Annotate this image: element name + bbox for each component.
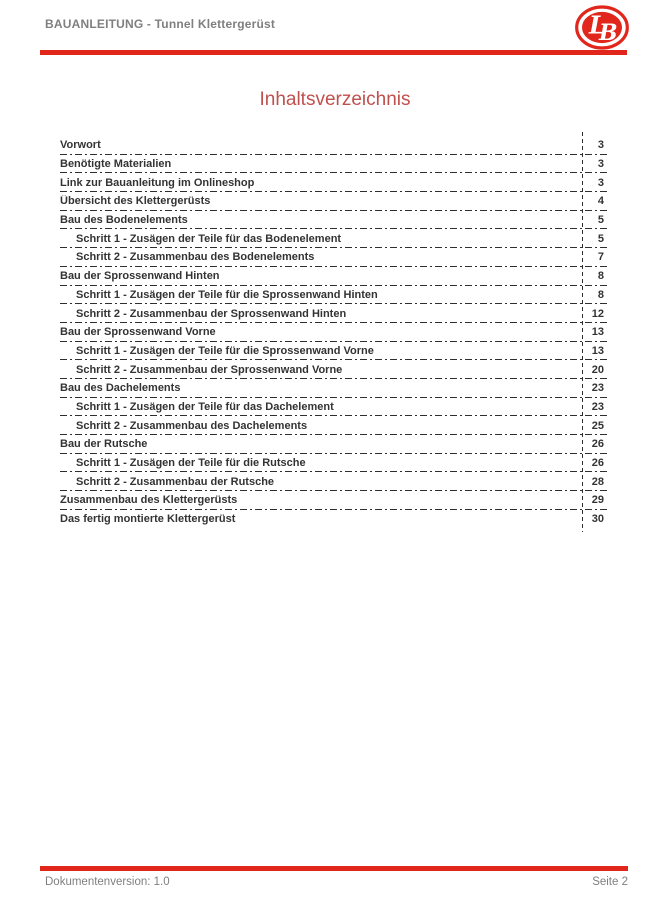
toc-entry[interactable] (60, 472, 610, 491)
toc-entry[interactable] (60, 248, 610, 267)
toc-entry-label: Schritt 2 - Zusammenbau der Sprossenwand Hinten (76, 307, 347, 320)
toc-entry-page-number: 5 (597, 214, 604, 227)
toc-entry-page-number: 20 (591, 363, 604, 376)
toc-entry[interactable] (60, 211, 610, 230)
toc-list (60, 136, 610, 528)
toc-entry[interactable] (60, 454, 610, 473)
toc-entry-page-number: 12 (591, 307, 604, 320)
toc-entry[interactable] (60, 323, 610, 342)
toc-entry-page-number: 28 (591, 475, 604, 488)
toc-entry-label: Zusammenbau des Klettergerüsts (60, 494, 238, 507)
toc-entry-page-number: 5 (597, 232, 604, 245)
toc-entry-label: Bau der Sprossenwand Vorne (60, 326, 216, 339)
toc-entry-page-number: 29 (591, 494, 604, 507)
toc-entry-label: Schritt 1 - Zusägen der Teile für das Bodenelement (76, 232, 342, 245)
toc-entry[interactable] (60, 304, 610, 323)
toc-entry-page-number: 3 (597, 158, 604, 171)
toc-entry-label: Bau der Rutsche (60, 438, 148, 451)
footer-rule (40, 866, 628, 871)
toc-entry-page-number: 3 (597, 176, 604, 189)
toc-entry[interactable] (60, 173, 610, 192)
toc-entry-label: Schritt 1 - Zusägen der Teile für die Sprossenwand Vorne (76, 344, 374, 357)
toc-entry-page-number: 23 (591, 400, 604, 413)
company-logo-icon (574, 5, 630, 50)
header-rule (40, 50, 627, 55)
toc-entry[interactable] (60, 398, 610, 417)
toc-entry-page-number: 8 (597, 288, 604, 301)
toc-entry[interactable] (60, 416, 610, 435)
toc-entry-label: Schritt 2 - Zusammenbau des Dachelements (76, 419, 308, 432)
toc-entry-page-number: 26 (591, 457, 604, 470)
logo-letter-b: B (599, 20, 618, 46)
toc-entry[interactable] (60, 435, 610, 454)
logo-letter-l: L (589, 10, 606, 40)
toc-entry[interactable] (60, 286, 610, 305)
toc-entry[interactable] (60, 379, 610, 398)
toc-entry-page-number: 23 (591, 382, 604, 395)
toc-entry-label: Benötigte Materialien (60, 158, 172, 171)
toc-entry-label: Übersicht des Klettergerüsts (60, 195, 211, 208)
toc-entry[interactable] (60, 192, 610, 211)
toc-entry-label: Bau des Bodenelements (60, 214, 188, 227)
toc-entry[interactable] (60, 342, 610, 361)
toc-entry-label: Vorwort (60, 139, 101, 152)
toc-entry-page-number: 13 (591, 326, 604, 339)
toc-entry[interactable] (60, 491, 610, 510)
toc-entry-page-number: 7 (597, 251, 604, 264)
page-title: Inhaltsverzeichnis (259, 89, 411, 110)
toc-entry[interactable] (60, 510, 610, 529)
document-header-title: BAUANLEITUNG - Tunnel Klettergerüst (45, 17, 276, 31)
toc-entry-label: Bau der Sprossenwand Hinten (60, 270, 220, 283)
toc-entry-page-number: 3 (597, 139, 604, 152)
toc-entry-label: Schritt 1 - Zusägen der Teile für das Dachelement (76, 400, 334, 413)
toc-entry[interactable] (60, 267, 610, 286)
toc-entry[interactable] (60, 136, 610, 155)
document-version: Dokumentenversion: 1.0 (45, 876, 170, 888)
toc-entry-page-number: 26 (591, 438, 604, 451)
toc-entry-label: Link zur Bauanleitung im Onlineshop (60, 176, 255, 189)
page-number: Seite 2 (592, 876, 628, 888)
toc-entry-label: Schritt 2 - Zusammenbau der Sprossenwand Vorne (76, 363, 343, 376)
toc-entry-label: Bau des Dachelements (60, 382, 181, 395)
toc-entry-label: Schritt 2 - Zusammenbau der Rutsche (76, 475, 275, 488)
toc-entry[interactable] (60, 229, 610, 248)
toc-entry[interactable] (60, 155, 610, 174)
toc-entry-page-number: 8 (597, 270, 604, 283)
toc-entry-label: Das fertig montierte Klettergerüst (60, 513, 236, 526)
toc-entry-page-number: 4 (597, 195, 604, 208)
toc-entry[interactable] (60, 360, 610, 379)
toc-entry-page-number: 30 (591, 513, 604, 526)
toc-entry-label: Schritt 1 - Zusägen der Teile für die Rutsche (76, 457, 306, 470)
toc-entry-page-number: 25 (591, 419, 604, 432)
toc-entry-label: Schritt 2 - Zusammenbau des Bodenelements (76, 251, 315, 264)
toc-entry-label: Schritt 1 - Zusägen der Teile für die Sprossenwand Hinten (76, 288, 378, 301)
toc-entry-page-number: 13 (591, 344, 604, 357)
